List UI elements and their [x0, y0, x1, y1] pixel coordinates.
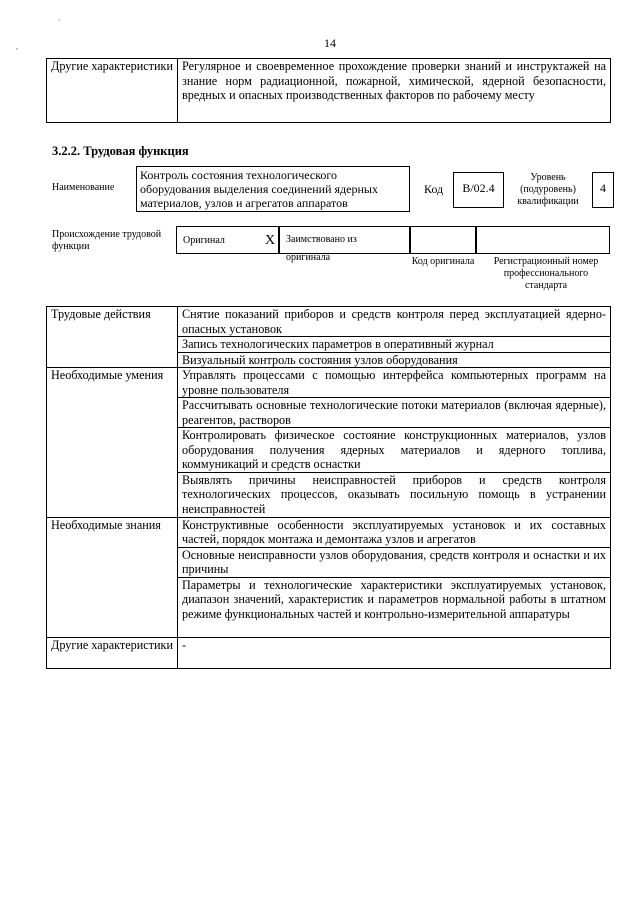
original-mark: X [265, 233, 276, 248]
table-cell: Снятие показаний приборов и средств контроля перед эксплуатацией ядерно-опасных установок [178, 307, 611, 337]
code-value: В/02.4 [462, 181, 495, 195]
level-box [592, 172, 614, 208]
original-box [176, 226, 279, 254]
top-table-label: Другие характеристики [47, 59, 178, 123]
scan-mark: , [16, 42, 18, 51]
function-name-value: Контроль состояния технологического оборудования выделения соединений ядерных материалов, узлов и агрегатов аппаратов [140, 168, 378, 210]
registration-caption: Регистрационный номер профессионального стандарта [493, 256, 599, 291]
table-cell: Управлять процессами с помощью интерфейса компьютерных программ на уровне пользователя [178, 368, 611, 398]
table-cell: - [178, 637, 611, 668]
name-label: Наименование [52, 182, 115, 193]
table-cell: Рассчитывать основные технологические потоки материалов (включая ядерные), реагентов, растворов [178, 398, 611, 428]
origin-label: Происхождение трудовой функции [52, 229, 162, 252]
level-label: Уровень (подуровень) квалификации [517, 172, 579, 207]
code-box [453, 172, 504, 208]
original-code-box [410, 226, 476, 254]
table-cell: Запись технологических параметров в оперативный журнал [178, 337, 611, 353]
code-caption: Код оригинала [411, 256, 475, 267]
table-cell: Параметры и технологические характеристики эксплуатируемых установок, диапазон значений, характеристик и параметров нормальной работы в штатном режиме функциональных частей и контрольно-измерительной аппаратуры [178, 577, 611, 637]
row-label-actions: Трудовые действия [47, 307, 178, 368]
page-number: 14 [324, 36, 336, 50]
table-cell: Выявлять причины неисправностей приборов и средств контроля технологических процессов, оказывать посильную помощь в устранении неисправностей [178, 472, 611, 517]
table-cell: Визуальный контроль состояния узлов оборудования [178, 352, 611, 368]
row-label-other: Другие характеристики [47, 637, 178, 668]
section-heading: 3.2.2. Трудовая функция [52, 144, 189, 158]
borrowed-box [279, 226, 410, 263]
top-table-text: Регулярное и своевременное прохождение проверки знаний и инструктажей на знание норм радиационной, пожарной, химической, ядерной безопасности, вредных и опасных производственных факторов по рабочему месту [178, 59, 611, 123]
row-label-skills: Необходимые умения [47, 368, 178, 518]
top-characteristics-table [46, 58, 611, 123]
table-cell: Основные неисправности узлов оборудования, средств контроля и оснастки и их причины [178, 547, 611, 577]
code-label: Код [424, 182, 444, 196]
labor-function-table [46, 306, 611, 669]
function-name-box [136, 166, 410, 212]
level-value: 4 [600, 181, 606, 195]
scan-mark: ` [58, 18, 61, 27]
row-label-knowledge: Необходимые знания [47, 517, 178, 637]
registration-number-box [476, 226, 610, 254]
borrowed-label: Заимствовано из оригинала [286, 234, 357, 263]
original-label: Оригинал [183, 235, 225, 246]
table-cell: Контролировать физическое состояние конструкционных материалов, узлов оборудования получения ядерных материалов и ядерного топлива, коммуникаций и средств оснастки [178, 428, 611, 473]
table-cell: Конструктивные особенности эксплуатируемых установок и их составных частей, порядок монтажа и демонтажа узлов и агрегатов [178, 517, 611, 547]
